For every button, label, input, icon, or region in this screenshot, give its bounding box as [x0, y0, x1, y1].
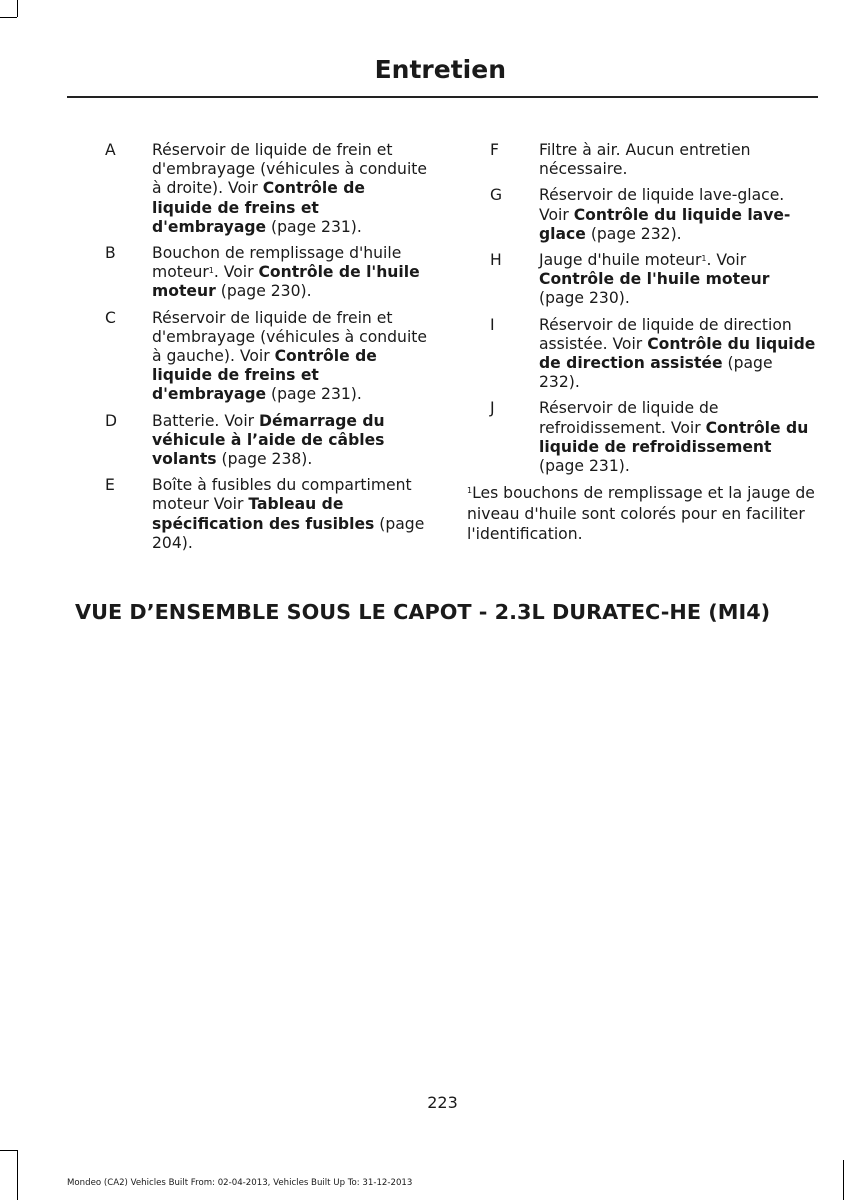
cross-reference-link[interactable]: Tableau de spécification des fusibles	[152, 495, 375, 533]
page-title: Entretien	[374, 55, 506, 84]
legend-letter: G	[490, 186, 503, 205]
legend-item-e	[95, 476, 430, 553]
legend-item-a	[95, 141, 430, 237]
legend-item-j	[486, 399, 816, 476]
legend-letter: J	[490, 399, 495, 418]
page-footer: Mondeo (CA2) Vehicles Built From: 02-04-2013, Vehicles Built Up To: 31-12-2013	[67, 1178, 413, 1188]
cross-reference-link[interactable]: Contrôle de liquide de freins et d'embrayage	[152, 347, 377, 404]
legend-item-d	[95, 412, 430, 470]
legend-text: Réservoir de liquide de frein et d'embrayage (véhicules à conduite à droite). Voir Contrôle de liquide de freins et d'embrayage (page 231).	[152, 141, 427, 236]
legend-text: Réservoir de liquide lave-glace. Voir Contrôle du liquide lave-glace (page 232).	[539, 186, 791, 243]
legend-text: Batterie. Voir Démarrage du véhicule à l’aide de câbles volants (page 238).	[152, 411, 385, 469]
legend-text: Réservoir de liquide de frein et d'embrayage (véhicules à conduite à gauche). Voir Contrôle de liquide de freins et d'embrayage (page 231).	[152, 308, 427, 404]
footnote-marker: 1	[467, 486, 473, 496]
legend-text: Bouchon de remplissage d'huile moteur$^1$. Voir Contrôle de l'huile moteur (page 230).	[152, 244, 420, 301]
cross-reference-link[interactable]: Démarrage du véhicule à l’aide de câbles volants	[152, 411, 385, 469]
legend-column-left	[95, 141, 430, 560]
page-number: 223	[427, 1093, 458, 1112]
legend-column-right	[467, 141, 816, 545]
legend-letter: A	[105, 141, 116, 159]
legend-letter: C	[105, 308, 116, 327]
crop-mark-bottom-right	[843, 1160, 844, 1200]
legend-item-c	[95, 309, 430, 405]
legend-text: Jauge d'huile moteur$^1$. Voir Contrôle de l'huile moteur (page 230).	[539, 251, 770, 308]
legend-letter: B	[105, 244, 116, 263]
footnote: $^1$Les bouchons de remplissage et la jauge de niveau d'huile sont colorés pour en faciliter l'identification.	[467, 484, 815, 544]
legend-item-b	[95, 244, 430, 302]
legend-item-g	[486, 186, 816, 244]
legend-text: Réservoir de liquide de refroidissement. Voir Contrôle du liquide de refroidissement (page 231).	[539, 399, 809, 476]
cross-reference-link[interactable]: Contrôle du liquide de direction assistée	[539, 334, 816, 373]
crop-mark-bottom-left-h	[0, 1150, 17, 1151]
legend-letter: D	[105, 411, 118, 430]
cross-reference-link[interactable]: Contrôle de l'huile moteur	[539, 270, 770, 289]
crop-mark-top-left-h	[0, 17, 17, 18]
legend-item-f	[486, 141, 816, 179]
legend-letter: H	[490, 251, 502, 270]
cross-reference-link[interactable]: Contrôle du liquide de refroidissement	[539, 418, 809, 456]
footnote-marker: 1	[208, 266, 214, 276]
header-divider	[67, 96, 818, 98]
legend-letter: I	[490, 315, 495, 334]
legend-text: Réservoir de liquide de direction assistée. Voir Contrôle du liquide de direction assistée (page 232).	[539, 315, 816, 392]
crop-mark-top-left	[17, 0, 18, 17]
legend-text: Filtre à air. Aucun entretien nécessaire.	[539, 141, 751, 179]
section-heading: VUE D’ENSEMBLE SOUS LE CAPOT - 2.3L DURATEC-HE (MI4)	[75, 600, 771, 624]
legend-letter: F	[490, 141, 499, 159]
cross-reference-link[interactable]: Contrôle de liquide de freins et d'embrayage	[152, 179, 365, 236]
footnote-marker: 1	[701, 254, 707, 264]
cross-reference-link[interactable]: Contrôle de l'huile moteur	[152, 263, 420, 301]
legend-item-h	[486, 251, 816, 309]
legend-text: Boîte à fusibles du compartiment moteur Voir Tableau de spécification des fusibles (page 204).	[152, 476, 425, 552]
legend-item-i	[486, 316, 816, 393]
cross-reference-link[interactable]: Contrôle du liquide lave-glace	[539, 205, 791, 243]
crop-mark-bottom-left	[17, 1150, 18, 1200]
legend-letter: E	[105, 476, 115, 495]
